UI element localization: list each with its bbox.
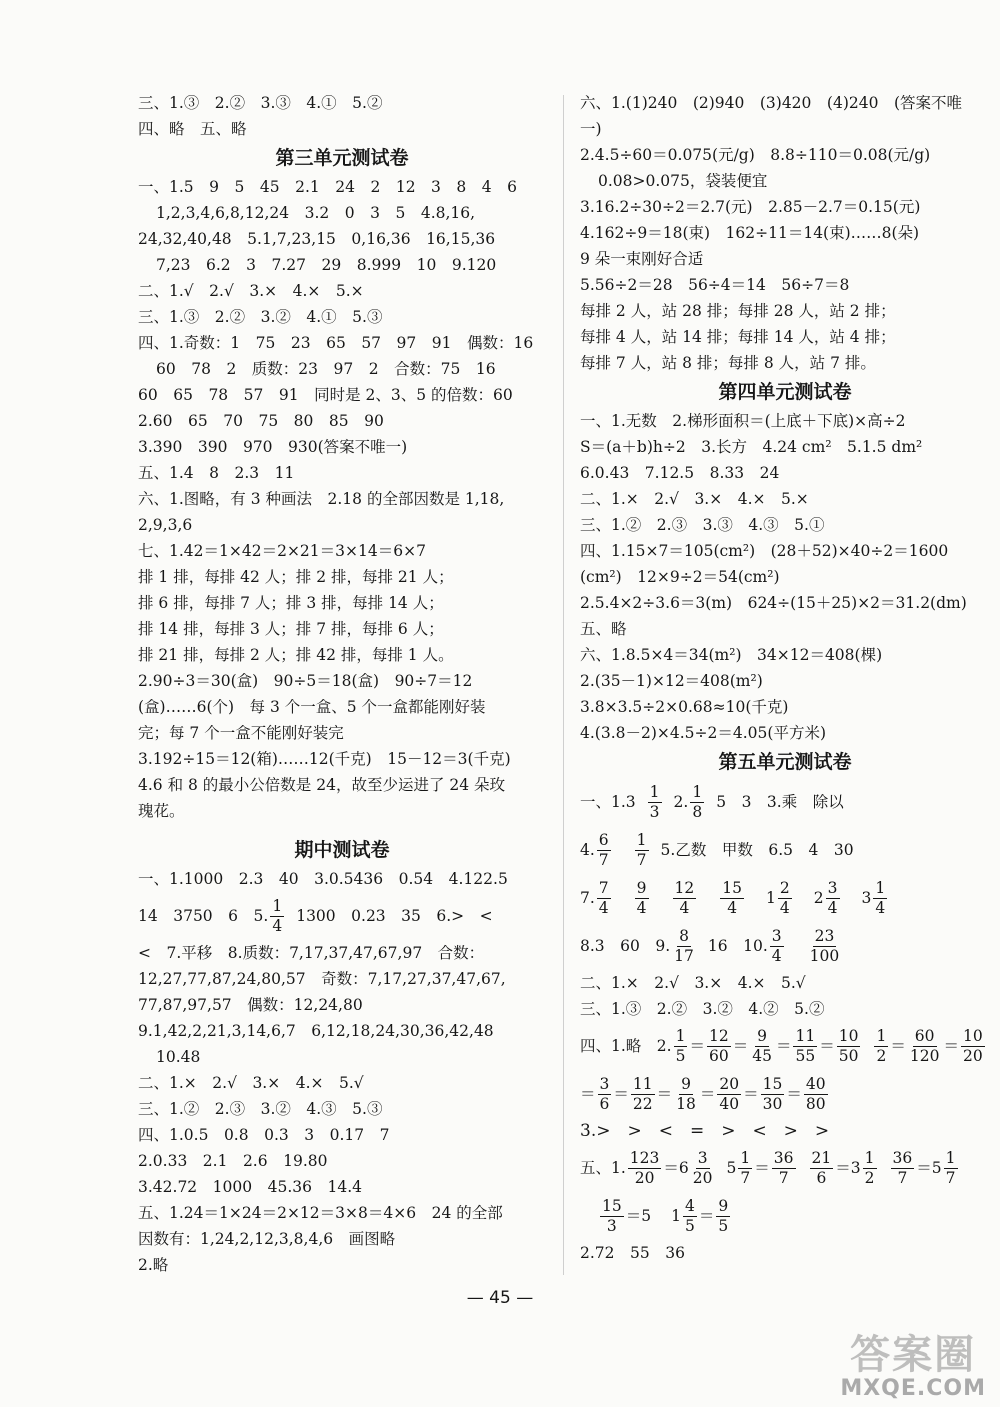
answer-line: (盒)……6(个) 每 3 个一盒、5 个一盒都能刚好装 [138, 698, 486, 716]
numerator: 8 [679, 926, 689, 945]
text: 四、1.略 2. [580, 1037, 672, 1055]
text: 一、1.3 [580, 793, 636, 811]
denominator: 4 [875, 898, 886, 917]
answer-line: 3.8×3.5÷2×0.68≈10(千克) [580, 698, 789, 716]
denominator: 5 [685, 1216, 695, 1235]
numerator: 3 [599, 1074, 610, 1093]
denominator: 4 [779, 898, 790, 917]
left-column [138, 90, 546, 1278]
fraction [628, 1149, 662, 1188]
answer-line: 因数有：1,24,2,12,3,8,4,6 画图略 [138, 1230, 396, 1248]
answer-line: 六、1.图略，有 3 种画法 2.18 的全部因数是 1,18, [138, 490, 505, 508]
denominator: 20 [634, 1168, 655, 1187]
column-divider [563, 95, 564, 1275]
answer-line: 四、略 五、略 [138, 120, 247, 138]
fraction [826, 879, 840, 918]
section-title-unit4: 第四单元测试卷 [718, 381, 852, 403]
numerator: 1 [649, 782, 660, 801]
fraction [908, 1027, 942, 1066]
answer-line-with-fraction [138, 892, 546, 940]
section-title-midterm: 期中测试卷 [294, 839, 390, 861]
answer-line: 9.1,42,2,21,3,14,6,7 6,12,18,24,30,36,42,48 [138, 1022, 494, 1040]
numerator: 15 [602, 1196, 622, 1215]
denominator: 7 [598, 850, 609, 869]
answer-line: 4.(3.8－2)×4.5÷2＝4.05(平方米) [580, 724, 826, 742]
answer-line: 一、1.5 9 5 45 2.1 24 2 12 3 8 4 6 [138, 178, 518, 196]
answer-line-with-fraction [580, 826, 990, 874]
answer-line: 四、1.0.5 0.8 0.3 3 0.17 7 [138, 1126, 390, 1144]
numerator: 1 [272, 896, 283, 915]
answer-line-with-fraction: ＝ $\frac{3}{6}$ ＝ $\frac{11}{22}$ ＝ $\frac{9}{18}$ ＝ $\frac{20}{40}$ ＝ $\frac{15}{30}$ ＝ $\frac{40}{80}$ [580, 1074, 826, 1113]
fraction [961, 1027, 985, 1066]
denominator: 6 [599, 1094, 610, 1113]
answer-line: 24,32,40,48 5.1,7,23,15 0,16,36 16,15,36 [138, 230, 496, 248]
whole-number: 5 [726, 1159, 737, 1177]
denominator: 4 [771, 946, 782, 965]
fraction [635, 831, 649, 870]
answer-line-with-fraction: 四、1.略 2. $\frac{1}{5}$ ＝ $\frac{12}{60}$ ＝ $\frac{9}{45}$ ＝ $\frac{11}{55}$ ＝ $\frac{10}{50}$ $\frac{1}{2}$ ＝ $\frac{60}{120}$ ＝ $\frac{10}{20}$ [580, 1026, 983, 1065]
numerator: 60 [914, 1026, 935, 1045]
answer-line: 排 1 排，每排 42 人；排 2 排，每排 21 人； [138, 568, 454, 586]
numerator: 123 [629, 1148, 660, 1167]
fraction [707, 1027, 731, 1066]
fraction [597, 879, 611, 918]
answer-line: 七、1.42＝1×42＝2×21＝3×14＝6×7 [138, 542, 426, 560]
numerator: 1 [864, 1148, 875, 1167]
denominator: 45 [752, 1046, 772, 1065]
fraction [635, 879, 649, 918]
denominator: 20 [692, 1168, 713, 1187]
numerator: 9 [718, 1196, 729, 1215]
fraction [716, 1197, 730, 1236]
answer-line: 二、1.√ 2.√ 3.× 4.× 5.× [138, 282, 364, 300]
fraction [683, 1197, 697, 1236]
numerator: 1 [636, 830, 647, 849]
whole-number: 1 [671, 1207, 681, 1225]
answer-line-with-fraction [580, 874, 990, 922]
numerator: 11 [632, 1074, 653, 1093]
fraction [863, 1149, 877, 1188]
fraction [674, 1027, 688, 1066]
text: 7. [580, 889, 595, 907]
numerator: 20 [719, 1074, 740, 1093]
answer-line: 四、1.15×7＝105(cm²) (28＋52)×40÷2＝1600 [580, 542, 949, 560]
denominator: 7 [740, 1168, 751, 1187]
fraction [804, 1075, 828, 1114]
fraction [691, 1149, 715, 1188]
fraction [720, 879, 744, 918]
denominator: 100 [809, 946, 840, 965]
denominator: 4 [679, 898, 690, 917]
answer-line: 60 78 2 质数：23 97 2 合数：75 16 [156, 360, 496, 378]
denominator: 2 [864, 1168, 875, 1187]
denominator: 30 [762, 1094, 783, 1113]
answer-line: 二、1.× 2.√ 3.× 4.× 5.√ [138, 1074, 364, 1092]
fraction [874, 1027, 888, 1066]
denominator: 3 [649, 802, 660, 821]
numerator: 1 [876, 1026, 887, 1045]
fraction [793, 1027, 817, 1066]
answer-line: 77,87,97,57 偶数：12,24,80 [138, 996, 363, 1014]
numerator: 9 [636, 878, 647, 897]
answer-line: 1,2,3,4,6,8,12,24 3.2 0 3 5 4.8,16, [156, 204, 476, 222]
whole-number: 6 [678, 1159, 689, 1177]
denominator: 4 [272, 916, 283, 935]
denominator: 7 [897, 1168, 908, 1187]
numerator: 9 [681, 1074, 691, 1093]
answer-line-with-fraction [580, 922, 990, 970]
denominator: 120 [909, 1046, 940, 1065]
fraction [270, 897, 284, 936]
whole-number: 2 [813, 889, 824, 907]
answer-line: 2.4.5÷60＝0.075(元/g) 8.8÷110＝0.08(元/g) [580, 146, 931, 164]
answer-line: 4.6 和 8 的最小公倍数是 24，故至少运进了 24 朵玫 [138, 776, 506, 794]
answer-line: 五、略 [580, 620, 627, 638]
denominator: 7 [945, 1168, 956, 1187]
answer-line: 0.08>0.075，袋装便宜 [598, 172, 768, 190]
fraction [778, 879, 792, 918]
answer-line: 2.72 55 36 [580, 1244, 685, 1262]
answer-line: 一、1.无数 2.梯形面积＝(上底＋下底)×高÷2 [580, 412, 906, 430]
answer-line: 排 21 排，每排 2 人；排 42 排，每排 1 人。 [138, 646, 454, 664]
answer-line: 2.0.33 2.1 2.6 19.80 [138, 1152, 328, 1170]
text: 五、1. [580, 1159, 626, 1177]
answer-line: 五、1.4 8 2.3 11 [138, 464, 295, 482]
text: 14 3750 6 5. [138, 907, 269, 925]
fraction [770, 927, 784, 966]
denominator: 40 [719, 1094, 740, 1113]
answer-line: 二、1.× 2.√ 3.× 4.× 5.× [580, 490, 809, 508]
answer-line: < 7.平移 8.质数：7,17,37,47,67,97 合数： [138, 944, 485, 962]
answer-line: 60 65 78 57 91 同时是 2、3、5 的倍数：60 [138, 386, 513, 404]
answer-line: 3.> > < = > < > > [580, 1121, 830, 1141]
numerator: 3 [697, 1148, 708, 1167]
text: 2. [673, 793, 689, 811]
denominator: 80 [805, 1094, 826, 1113]
fraction [738, 1149, 752, 1188]
denominator: 7 [778, 1168, 789, 1187]
fraction [808, 927, 842, 966]
numerator: 6 [598, 830, 609, 849]
numerator: 36 [892, 1148, 913, 1167]
fraction [761, 1075, 785, 1114]
numerator: 4 [685, 1196, 695, 1215]
denominator: 4 [727, 898, 738, 917]
answer-line: 一) [580, 120, 602, 138]
fraction [810, 1149, 834, 1188]
section-title-unit3: 第三单元测试卷 [275, 147, 409, 169]
numerator: 11 [795, 1026, 816, 1045]
answer-line: 三、1.② 2.③ 3.② 4.③ 5.③ [138, 1100, 383, 1118]
numerator: 3 [771, 926, 782, 945]
answer-line: 六、1.8.5×4＝34(m²) 34×12＝408(棵) [580, 646, 883, 664]
text: 4. [580, 841, 595, 859]
fraction [600, 1197, 624, 1236]
answer-line-with-fraction: $\frac{15}{3}$ ＝ 5 1 $\frac{4}{5}$ ＝ $\frac{9}{5}$ [602, 1196, 729, 1235]
denominator: 50 [838, 1046, 859, 1065]
answer-line: 四、1.奇数：1 75 23 65 57 97 91 偶数：16 [138, 334, 534, 352]
watermark-logo [840, 1323, 986, 1401]
answer-line: 排 6 排，每排 7 人；排 3 排，每排 14 人； [138, 594, 444, 612]
answer-line: 三、1.② 2.③ 3.③ 4.③ 5.① [580, 516, 825, 534]
whole-number: 3 [861, 889, 872, 907]
numerator: 10 [962, 1026, 983, 1045]
section-title-unit5: 第五单元测试卷 [718, 751, 852, 773]
answer-line: 6.0.43 7.12.5 8.33 24 [580, 464, 780, 482]
numerator: 23 [814, 926, 835, 945]
answer-line: 每排 4 人，站 14 排；每排 14 人，站 4 排； [580, 328, 896, 346]
fraction [648, 783, 662, 822]
denominator: 7 [636, 850, 647, 869]
whole-number: 1 [766, 889, 776, 907]
answer-line: 五、1.24＝1×24＝2×12＝3×8＝4×6 24 的全部 [138, 1204, 503, 1222]
text: 16 10. [707, 937, 768, 955]
denominator: 17 [674, 946, 694, 965]
answer-line: 2.5.4×2÷3.6＝3(m) 624÷(15＋25)×2＝31.2(dm) [580, 594, 967, 612]
answer-line: 瑰花。 [138, 802, 185, 820]
text: 8.3 60 9. [580, 937, 671, 955]
fraction [673, 879, 697, 918]
numerator: 40 [805, 1074, 826, 1093]
denominator: 18 [676, 1094, 696, 1113]
answer-line-with-fraction: 五、1. $\frac{123}{20}$ ＝ 6 $\frac{3}{20}$ 5 $\frac{1}{7}$ ＝ $\frac{36}{7}$ $\frac{21}{6}$ ＝ 3 $\frac{1}{2}$ $\frac{36}{7}$ ＝ 5 $\frac{1}{7}$ [580, 1148, 956, 1187]
numerator: 1 [675, 1026, 686, 1045]
denominator: 6 [816, 1168, 827, 1187]
answer-line: 每排 2 人，站 28 排；每排 28 人，站 2 排； [580, 302, 896, 320]
denominator: 4 [827, 898, 838, 917]
denominator: 2 [876, 1046, 887, 1065]
denominator: 20 [962, 1046, 983, 1065]
numerator: 2 [779, 878, 790, 897]
text: 5.乙数 甲数 6.5 4 30 [660, 841, 854, 859]
numerator: 1 [945, 1148, 956, 1167]
numerator: 1 [740, 1148, 751, 1167]
fraction [597, 831, 611, 870]
fraction [598, 1075, 612, 1114]
numerator: 15 [762, 1074, 783, 1093]
fraction [750, 1027, 774, 1066]
answer-line: 排 14 排，每排 3 人；排 7 排，每排 6 人； [138, 620, 444, 638]
numerator: 12 [674, 878, 695, 897]
answer-line: 10.48 [156, 1048, 201, 1066]
numerator: 1 [692, 782, 703, 801]
whole-number: 5 [931, 1159, 942, 1177]
answer-line: 3.16.2÷30÷2＝2.7(元) 2.85－2.7＝0.15(元) [580, 198, 921, 216]
numerator: 9 [757, 1026, 768, 1045]
denominator: 4 [598, 898, 609, 917]
numerator: 10 [838, 1026, 859, 1045]
denominator: 22 [632, 1094, 653, 1113]
right-column [580, 90, 990, 1266]
fraction [873, 879, 887, 918]
answer-line: 2,9,3,6 [138, 516, 193, 534]
answer-line: 2.90÷3＝30(盒) 90÷5＝18(盒) 90÷7＝12 [138, 672, 473, 690]
answer-line: 三、1.③ 2.② 3.③ 4.① 5.② [138, 94, 383, 112]
numerator: 15 [722, 878, 743, 897]
denominator: 55 [795, 1046, 816, 1065]
fraction [674, 1075, 698, 1114]
answer-line: 5.56÷2＝28 56÷4＝14 56÷7＝8 [580, 276, 850, 294]
numerator: 36 [773, 1148, 794, 1167]
answer-line: 3.390 390 970 930(答案不唯一) [138, 438, 408, 456]
fraction [772, 1149, 796, 1188]
text: 5 3 3.乘 除以 [716, 793, 844, 811]
denominator: 4 [636, 898, 647, 917]
whole-number: 5 [641, 1207, 652, 1225]
answer-line: 9 朵一束刚好合适 [580, 250, 704, 268]
numerator: 7 [598, 878, 609, 897]
answer-line: 12,27,77,87,24,80,57 奇数：7,17,27,37,47,67, [138, 970, 506, 988]
answer-line: 4.162÷9＝18(束) 162÷11＝14(束)……8(朵) [580, 224, 920, 242]
fraction [944, 1149, 958, 1188]
answer-line: 二、1.× 2.√ 3.× 4.× 5.√ [580, 974, 806, 992]
numerator: 21 [811, 1148, 832, 1167]
answer-line: S＝(a＋b)h÷2 3.长方 4.24 cm² 5.1.5 dm² [580, 438, 923, 456]
answer-line-with-fraction [580, 778, 990, 826]
answer-line: 一、1.1000 2.3 40 3.0.5436 0.54 4.122.5 [138, 870, 508, 888]
denominator: 60 [708, 1046, 729, 1065]
numerator: 3 [827, 878, 838, 897]
fraction [631, 1075, 655, 1114]
denominator: 8 [692, 802, 703, 821]
answer-line: 三、1.③ 2.② 3.② 4.① 5.③ [138, 308, 383, 326]
answer-line: 2.(35－1)×12＝408(m²) [580, 672, 763, 690]
watermark-url: MXQE.COM [840, 1376, 986, 1401]
numerator: 12 [708, 1026, 729, 1045]
denominator: 5 [718, 1216, 729, 1235]
answer-line: 2.略 [138, 1256, 169, 1274]
answer-line: (cm²) 12×9÷2＝54(cm²) [580, 568, 780, 586]
fraction [672, 927, 696, 966]
answer-line: 3.192÷15＝12(箱)……12(千克) 15－12＝3(千克) [138, 750, 511, 768]
answer-line: 3.42.72 1000 45.36 14.4 [138, 1178, 362, 1196]
answer-line: 每排 7 人，站 8 排；每排 8 人，站 7 排。 [580, 354, 876, 372]
answer-line: 六、1.(1)240 (2)940 (3)420 (4)240 (答案不唯 [580, 94, 962, 112]
fraction [891, 1149, 915, 1188]
page-number: — 45 — [466, 1288, 534, 1308]
answer-line: 2.60 65 70 75 80 85 90 [138, 412, 384, 430]
text: 1300 0.23 35 6.> < [296, 907, 493, 925]
answer-line: 完；每 7 个一盒不能刚好装完 [138, 724, 344, 742]
denominator: 5 [675, 1046, 686, 1065]
whole-number: 3 [850, 1159, 861, 1177]
fraction [837, 1027, 861, 1066]
answer-line: 三、1.③ 2.② 3.② 4.② 5.② [580, 1000, 825, 1018]
watermark-text: 答案圈 [850, 1332, 977, 1378]
fraction [690, 783, 704, 822]
fraction [717, 1075, 741, 1114]
answer-line: 7,23 6.2 3 7.27 29 8.999 10 9.120 [156, 256, 497, 274]
denominator: 3 [606, 1216, 617, 1235]
numerator: 1 [875, 878, 886, 897]
